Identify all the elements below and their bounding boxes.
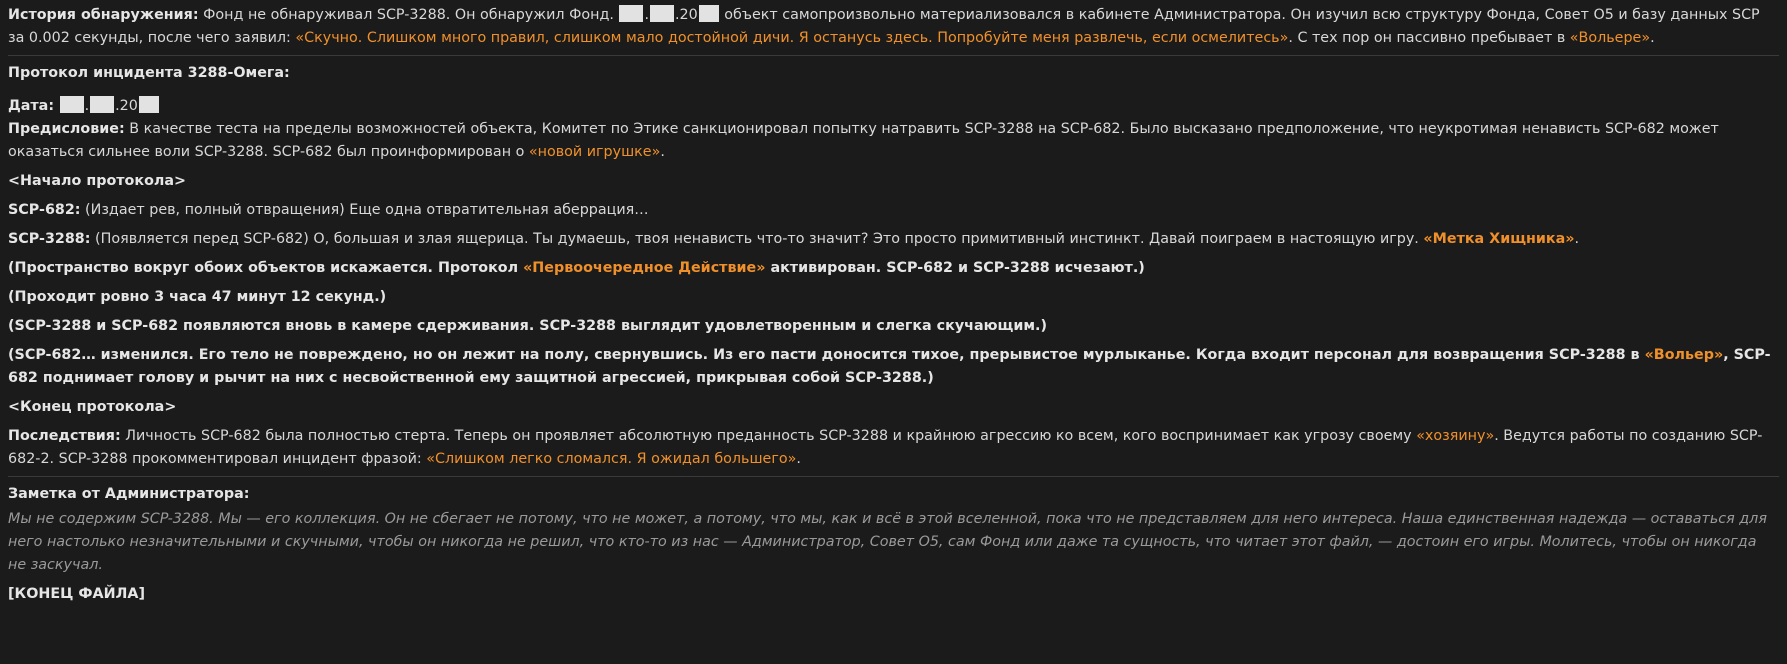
speaker-682: SCP-682: <box>8 202 81 218</box>
consequences-text-2: . Ведутся работы по созданию SCP-682-2. SCP-3288 прокомментировал инцидент фразой: <box>8 428 1763 467</box>
consequences-paragraph <box>8 425 1779 471</box>
redacted-block <box>699 5 719 22</box>
date-separator: . <box>644 7 650 23</box>
enclosure-link[interactable]: «Вольер» <box>1644 347 1724 363</box>
date-separator: . <box>84 98 90 114</box>
date-separator: .20 <box>115 98 138 114</box>
date-separator: .20 <box>675 7 698 23</box>
protocol-end: <Конец протокола> <box>8 399 177 415</box>
protocol-title: Протокол инцидента 3288-Омега: <box>8 65 290 81</box>
changed-text-2: , SCP-682 поднимает голову и рычит на них с несвойственной ему защитной агрессией, прикрывая собой SCP-3288.) <box>8 347 1771 386</box>
redacted-block <box>650 5 674 22</box>
discovery-text-1: Фонд не обнаруживал SCP-3288. Он обнаружил Фонд. <box>203 7 619 23</box>
preface-paragraph <box>8 118 1779 164</box>
protocol-start: <Начало протокола> <box>8 173 186 189</box>
master-link[interactable]: «хозяину» <box>1416 428 1495 444</box>
admin-note-title: Заметка от Администратора: <box>8 486 250 502</box>
log-line-682 <box>8 199 1779 222</box>
consequences-label: Последствия: <box>8 428 121 444</box>
period: . <box>796 451 801 467</box>
redacted-block <box>90 96 114 113</box>
date-line <box>8 95 1779 118</box>
log-text-682: (Издает рев, полный отвращения) Еще одна отвратительная аберрация… <box>80 202 649 218</box>
admin-note-text: Мы не содержим SCP-3288. Мы — его коллекция. Он не сбегает не потому, что не может, а потому, что мы, как и всё в этой вселенной, пока что не представляем для него интереса. Наша единственная надежда — оставаться для него настолько незначительными и скучными, чтобы он никогда не решил, что кто-то из нас — Администратор, Совет O5, сам Фонд или даже та сущность, что читает этот файл, — достоин его игры. Молитесь, чтобы он никогда не заскучал. <box>8 511 1767 573</box>
discovery-label: История обнаружения: <box>8 7 199 23</box>
log-line-changed <box>8 344 1779 390</box>
distortion-text-1: (Пространство вокруг обоих объектов искажается. Протокол <box>8 260 524 276</box>
redacted-block <box>619 5 643 22</box>
log-text-3288: (Появляется перед SCP-682) О, большая и злая ящерица. Ты думаешь, твоя ненависть что-то значит? Это просто примитивный инстинкт. Давай поиграем в настоящую игру. <box>90 231 1424 247</box>
preface-text-1: В качестве теста на пределы возможностей объекта, Комитет по Этике санкционировал попытку натравить SCP-3288 на SCP-682. Было высказано предположение, что неукротимая ненависть SCP-682 может оказаться сильнее воли SCP-3288. SCP-682 был проинформирован о <box>8 121 1719 160</box>
discovery-text-2: объект самопроизвольно материализовался в кабинете Администратора. Он изучил всю структуру Фонда, Совет O5 и базу данных SCP за 0.002 секунды, после чего заявил: <box>8 7 1760 46</box>
end-of-file: [КОНЕЦ ФАЙЛА] <box>8 586 146 602</box>
preface-label: Предисловие: <box>8 121 125 137</box>
discovery-paragraph <box>8 4 1779 50</box>
speaker-3288: SCP-3288: <box>8 231 91 247</box>
new-toy-link[interactable]: «новой игрушке» <box>528 144 661 160</box>
period: . <box>1574 231 1580 247</box>
log-line-time: (Проходит ровно 3 часа 47 минут 12 секунд.) <box>8 289 387 305</box>
consequences-text-1: Личность SCP-682 была полностью стерта. Теперь он проявляет абсолютную преданность SCP-3288 и крайнюю агрессию ко всем, кого воспринимает как угрозу своему <box>120 428 1417 444</box>
document <box>8 4 1779 606</box>
log-line-reappear: (SCP-3288 и SCP-682 появляются вновь в камере сдерживания. SCP-3288 выглядит удовлетворенным и слегка скучающим.) <box>8 318 1048 334</box>
log-line-distortion <box>8 257 1779 280</box>
priority-action-link[interactable]: «Первоочередное Действие» <box>523 260 766 276</box>
period: . <box>1650 30 1655 46</box>
broke-easily-link[interactable]: «Слишком легко сломался. Я ожидал большего» <box>426 451 797 467</box>
discovery-text-3: . С тех пор он пассивно пребывает в <box>1288 30 1570 46</box>
log-line-3288 <box>8 228 1779 251</box>
changed-text-1: (SCP-682… изменился. Его тело не повреждено, но он лежит на полу, свернувшись. Из его пасти доносится тихое, прерывистое мурлыканье. Когда входит персонал для возвращения SCP-3288 в <box>8 347 1645 363</box>
enclosure-link[interactable]: «Вольере» <box>1569 30 1651 46</box>
predator-mark-link[interactable]: «Метка Хищника» <box>1423 231 1575 247</box>
period: . <box>660 144 665 160</box>
distortion-text-2: активирован. SCP-682 и SCP-3288 исчезают.) <box>765 260 1145 276</box>
date-label: Дата: <box>8 98 55 114</box>
divider <box>8 476 1779 477</box>
discovery-quote-link[interactable]: «Скучно. Слишком много правил, слишком мало достойной дичи. Я останусь здесь. Попробуйте меня развлечь, если осмелитесь» <box>295 30 1289 46</box>
divider <box>8 55 1779 56</box>
redacted-block <box>60 96 84 113</box>
redacted-block <box>139 96 159 113</box>
